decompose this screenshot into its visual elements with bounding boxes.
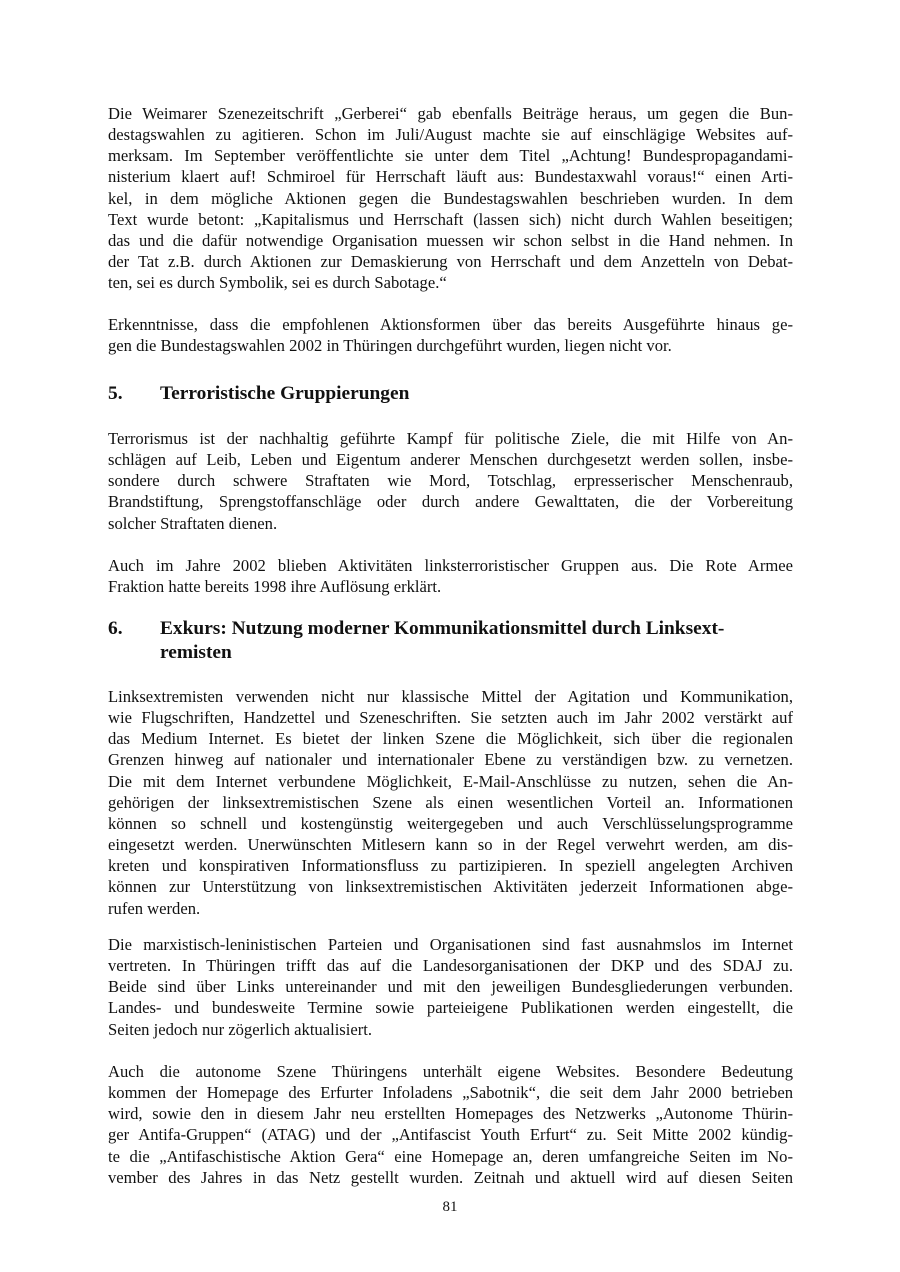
text-line: ger Antifa-Gruppen“ (ATAG) und der „Antifascist Youth Erfurt“ zu. Seit Mitte 2002 kündig-	[108, 1125, 793, 1145]
text-line: Text wurde betont: „Kapitalismus und Herrschaft (lassen sich) nicht durch Wahlen beseitigen;	[108, 209, 793, 229]
text-line: gehörigen der linksextremistischen Szene als einen wesentlichen Vorteil an. Informationen	[108, 792, 793, 812]
text-line: Seiten jedoch nur zögerlich aktualisiert.	[108, 1019, 373, 1039]
text-line: kommen der Homepage des Erfurter Infoladens „Sabotnik“, die seit dem Jahr 2000 betrieben	[108, 1083, 793, 1103]
text-line: das und die dafür notwendige Organisation muessen wir schon selbst in die Hand nehmen. In	[108, 230, 793, 250]
text-line: gen die Bundestagswahlen 2002 in Thüringen durchgeführt wurden, liegen nicht vor.	[108, 336, 672, 356]
text-line: merksam. Im September veröffentlichte sie unter dem Titel „Achtung! Bundespropagandami-	[108, 146, 793, 166]
text-line: vember des Jahres in das Netz gestellt wurden. Zeitnah und aktuell wird auf diesen Seiten	[108, 1167, 793, 1187]
paragraph-terrorismus	[108, 428, 793, 534]
text-line: Brandstiftung, Sprengstoffanschläge oder durch andere Gewalttaten, die der Vorbereitung	[108, 492, 793, 512]
text-line: nisterium klaert auf! Schmiroel für Herrschaft läuft aus: Bundestaxwahl voraus!“ einen Arti-	[108, 167, 793, 187]
text-line: der Tat z.B. durch Aktionen zur Demaskierung von Herrschaft und dem Anzetteln von Debat-	[108, 252, 793, 272]
text-line: können zur Unterstützung von linksextremistischen Aktivitäten jederzeit Informationen abge-	[108, 877, 793, 897]
text-line: wie Flugschriften, Handzettel und Szeneschriften. Sie setzten auch im Jahr 2002 verstärkt auf	[108, 708, 793, 728]
text-line: ten, sei es durch Symbolik, sei es durch Sabotage.“	[108, 273, 447, 293]
text-line: eingesetzt werden. Unerwünschten Mitlesern kann so in der Regel verwehrt werden, am dis-	[108, 835, 793, 855]
text-line: Erkenntnisse, dass die empfohlenen Aktionsformen über das bereits Ausgeführte hinaus ge-	[108, 315, 793, 334]
text-line: Die Weimarer Szenezeitschrift „Gerberei“ gab ebenfalls Beiträge heraus, um gegen die Bun-	[108, 104, 793, 123]
paragraph-erkenntnisse	[108, 314, 793, 356]
text-line: Beide sind über Links untereinander und mit den jeweiligen Bundesgliederungen verbunden.	[108, 977, 793, 997]
text-line: das Medium Internet. Es bietet der linken Szene die Möglichkeit, sich über die regionalen	[108, 729, 793, 749]
paragraph-gerberei	[108, 103, 793, 293]
section-title-line: Exkurs: Nutzung moderner Kommunikationsmittel durch Linksext-	[160, 618, 725, 639]
text-line: kel, in dem mögliche Aktionen gegen die Bundestagswahlen beschrieben wurden. In dem	[108, 188, 793, 208]
paragraph-autonome	[108, 1061, 793, 1188]
text-line: Auch im Jahre 2002 blieben Aktivitäten linksterroristischer Gruppen aus. Die Rote Armee	[108, 556, 793, 575]
section-title-line: remisten	[160, 642, 232, 663]
text-line: solcher Straftaten dienen.	[108, 513, 278, 533]
section-number: 6.	[108, 618, 123, 639]
text-line: vertreten. In Thüringen trifft das auf die Landesorganisationen der DKP und des SDAJ zu.	[108, 956, 793, 976]
text-line: kreten und konspirativen Informationsfluss zu partizipieren. In speziell angelegten Archiven	[108, 856, 793, 876]
section-number: 5.	[108, 383, 123, 404]
section-heading-exkurs	[108, 617, 793, 665]
text-line: te die „Antifaschistische Aktion Gera“ eine Homepage an, deren umfangreiche Seiten im No-	[108, 1146, 793, 1166]
section-title: Terroristische Gruppierungen	[160, 383, 410, 404]
paragraph-medien	[108, 686, 793, 919]
text-line: Auch die autonome Szene Thüringens unterhält eigene Websites. Besondere Bedeutung	[108, 1062, 793, 1081]
text-line: sondere durch schwere Straftaten wie Mord, Totschlag, erpresserischer Menschenraub,	[108, 471, 793, 491]
text-line: destagswahlen zu agitieren. Schon im Juli/August machte sie auf einschlägige Websites auf-	[108, 125, 793, 145]
text-line: wird, sowie den in diesem Jahr neu erstellten Homepages des Netzwerks „Autonome Thürin-	[108, 1104, 793, 1124]
text-line: Terrorismus ist der nachhaltig geführte Kampf für politische Ziele, die mit Hilfe von An-	[108, 429, 793, 448]
text-line: Grenzen hinweg auf nationaler und internationaler Ebene zu verständigen bzw. zu vernetzen.	[108, 750, 793, 770]
text-line: Linksextremisten verwenden nicht nur klassische Mittel der Agitation und Kommunikation,	[108, 687, 793, 706]
section-title	[160, 617, 793, 665]
text-line: können so schnell und kostengünstig weitergegeben und auch Verschlüsselungsprogramme	[108, 813, 793, 833]
page-number: 81	[442, 1199, 458, 1215]
text-line: Fraktion hatte bereits 1998 ihre Auflösung erklärt.	[108, 577, 442, 597]
text-line: Die marxistisch-leninistischen Parteien und Organisationen sind fast ausnahmslos im Internet	[108, 935, 793, 954]
text-line: Landes- und bundesweite Termine sowie parteieigene Publikationen werden eingestellt, die	[108, 998, 793, 1018]
text-line: Die mit dem Internet verbundene Möglichkeit, E-Mail-Anschlüsse zu nutzen, sehen die An-	[108, 771, 793, 791]
paragraph-parteien	[108, 934, 793, 1040]
text-line: schlägen auf Leib, Leben und Eigentum anderer Menschen durchgesetzt werden sollen, insbe-	[108, 450, 793, 470]
paragraph-raf	[108, 555, 793, 597]
section-heading-terroristische-gruppierungen	[108, 382, 793, 406]
text-line: rufen werden.	[108, 898, 201, 918]
